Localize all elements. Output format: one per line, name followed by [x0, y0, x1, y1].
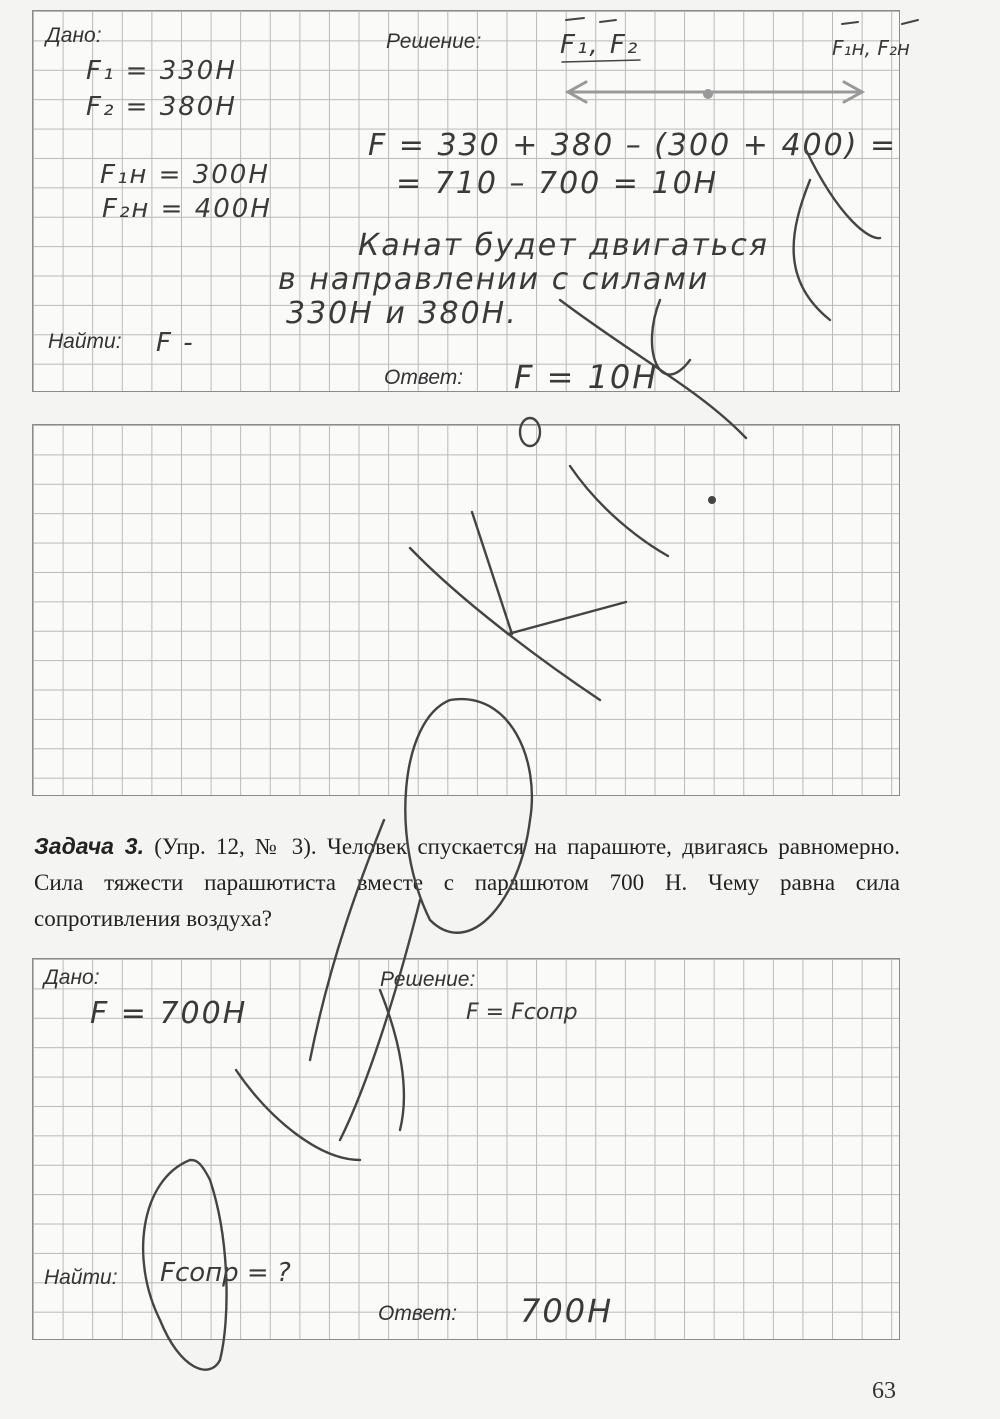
task-3-title: Задача 3. [34, 833, 144, 859]
task-3-text: (Упр. 12, № 3). Человек спускается на парашюте, двигаясь равномерно. Сила тяжести парашютиста вместе с парашютом 700 Н. Чему равна сила сопротивления воздуха? [34, 834, 901, 931]
conclusion-line-1: Канат будет двигаться [358, 228, 769, 263]
given-value-3: F = 700Н [90, 996, 248, 1031]
find-value-3: Fсопр = ? [160, 1258, 291, 1288]
find-label-3: Найти: [44, 1266, 118, 1289]
conclusion-line-3: 330Н и 380Н. [286, 296, 518, 331]
conclusion-line-2: в направлении с силами [278, 262, 710, 297]
given-f2n: F₂н = 400Н [102, 194, 272, 224]
given-label: Дано: [46, 24, 102, 47]
solution-label-3: Решение: [380, 968, 476, 991]
given-f1n: F₁н = 300Н [100, 160, 270, 190]
find-value: F - [156, 328, 195, 358]
given-label-3: Дано: [44, 966, 100, 989]
answer-value: F = 10Н [514, 358, 659, 396]
page-number: 63 [872, 1378, 896, 1404]
blank-grid [32, 424, 900, 796]
answer-value-3: 700Н [520, 1292, 614, 1330]
formula-line-1: F = 330 + 380 – (300 + 400) = [368, 128, 898, 163]
vectors-left: F₁, F₂ [560, 30, 640, 60]
task-3-statement [34, 828, 900, 937]
answer-label: Ответ: [384, 366, 464, 389]
answer-label-3: Ответ: [378, 1302, 458, 1325]
given-f1: F₁ = 330Н [86, 56, 237, 86]
solution-label: Решение: [386, 30, 482, 53]
find-label: Найти: [48, 330, 122, 353]
given-f2: F₂ = 380Н [86, 92, 237, 122]
formula-line-2: = 710 – 700 = 10Н [396, 166, 719, 201]
vectors-right: F₁н, F₂н [832, 36, 910, 60]
solution-value-3: F = Fсопр [466, 1000, 578, 1025]
vector-bar-4 [902, 20, 918, 24]
